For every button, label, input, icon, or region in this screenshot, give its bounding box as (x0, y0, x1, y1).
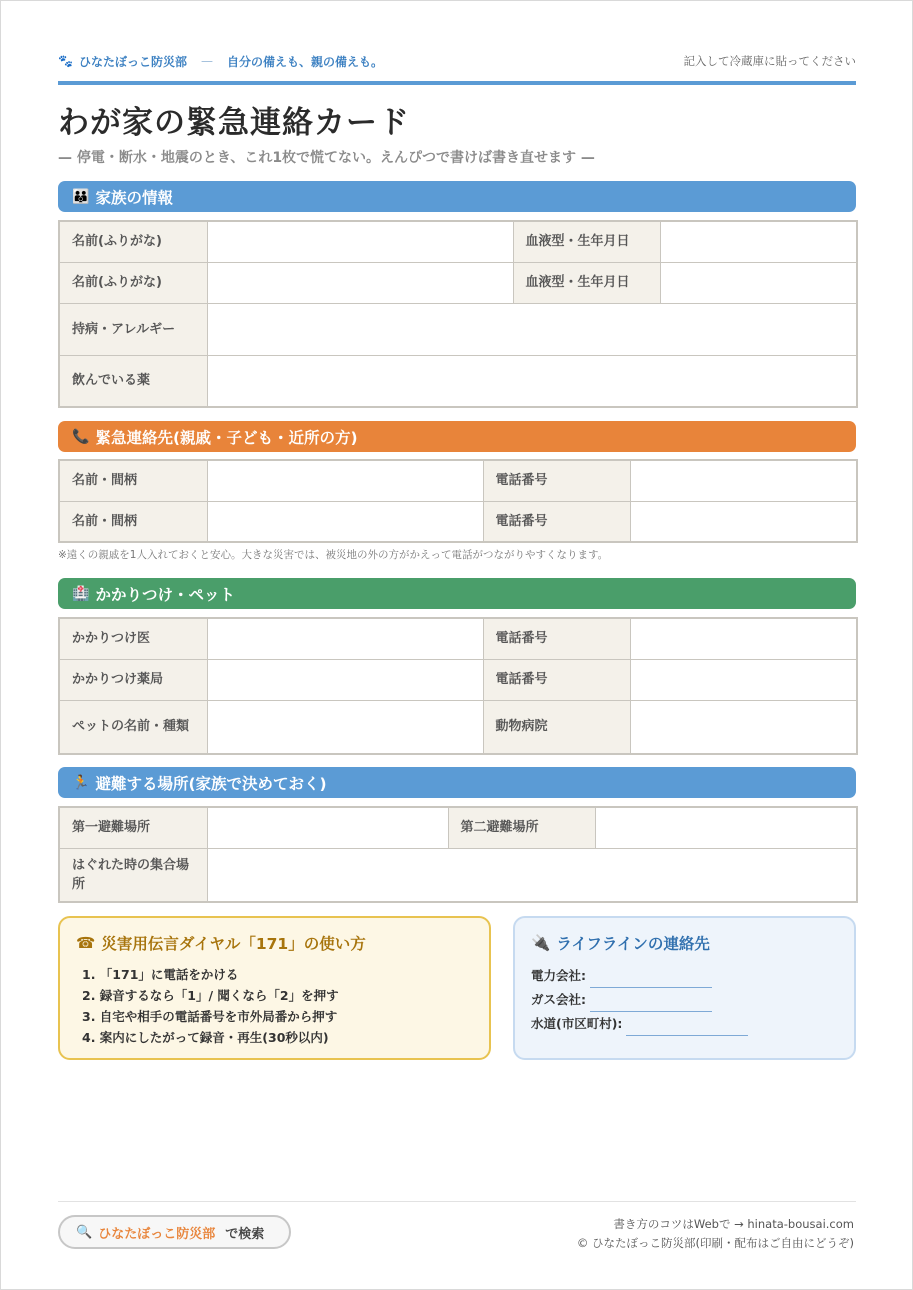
table-row (59, 700, 857, 754)
water-label: 水道(市区町村): (531, 1016, 623, 1031)
dial-171-heading-row (76, 932, 473, 954)
family-icon: 👪 (72, 188, 90, 205)
footer-info (577, 1215, 854, 1253)
telephone-icon: ☎ (76, 934, 96, 952)
field-label: 第二避難場所 (448, 807, 595, 848)
field-label: 電話番号 (483, 501, 630, 542)
evacuation-heading: 避難する場所(家族で決めておく) (95, 774, 327, 793)
emergency-footnote: ※遠くの親戚を1人入れておくと安心。大きな災害では、被災地の外の方がかえって電話がつながりやすくなります。 (58, 549, 609, 561)
field-label: はぐれた時の集合場所 (59, 848, 207, 902)
dial-171-box (58, 916, 491, 1060)
evacuation-table (58, 806, 858, 903)
family-section-header (58, 181, 856, 212)
dial-171-steps (76, 964, 473, 1048)
power-company-label: 電力会社: (531, 968, 586, 983)
top-bar (58, 51, 856, 71)
field-label: 名前・間柄 (59, 460, 207, 501)
doctor-field[interactable] (207, 618, 483, 659)
table-row (59, 460, 857, 501)
first-shelter-field[interactable] (207, 807, 448, 848)
table-row (59, 659, 857, 700)
paw-icon: 🐾 (58, 54, 73, 68)
field-label: 動物病院 (483, 700, 630, 754)
lifeline-heading: ライフラインの連絡先 (556, 935, 710, 953)
pharmacy-field[interactable] (207, 659, 483, 700)
field-label: 電話番号 (483, 618, 630, 659)
lifeline-heading-row (531, 932, 838, 954)
emergency-table (58, 459, 858, 543)
field-label: 血液型・生年月日 (513, 262, 660, 303)
gas-company-field[interactable] (590, 996, 712, 1012)
name-field-1[interactable] (207, 221, 513, 262)
medicine-field[interactable] (207, 355, 857, 407)
lifeline-box (513, 916, 856, 1060)
plug-icon: 🔌 (531, 934, 551, 952)
footer-rule (58, 1201, 856, 1202)
emergency-section-header (58, 421, 856, 452)
clinic-section (58, 578, 856, 755)
water-row (531, 1012, 838, 1036)
field-label: 血液型・生年月日 (513, 221, 660, 262)
water-field[interactable] (626, 1020, 748, 1036)
field-label: 持病・アレルギー (59, 303, 207, 355)
table-row (59, 262, 857, 303)
table-row (59, 303, 857, 355)
field-label: 飲んでいる薬 (59, 355, 207, 407)
page-title: わが家の緊急連絡カード (58, 105, 410, 141)
footer-tips: 書き方のコツはWebで → hinata-bousai.com (613, 1217, 854, 1231)
vet-field[interactable] (630, 700, 857, 754)
table-row (59, 355, 857, 407)
search-icon: 🔍 (76, 1224, 93, 1240)
gas-company-row (531, 988, 838, 1012)
field-label: かかりつけ医 (59, 618, 207, 659)
field-label: ペットの名前・種類 (59, 700, 207, 754)
usage-note: 記入して冷蔵庫に貼ってください (683, 54, 856, 68)
list-item: 2. 録音するなら「1」/ 聞くなら「2」を押す (82, 988, 339, 1003)
field-label: 電話番号 (483, 460, 630, 501)
list-item: 4. 案内にしたがって録音・再生(30秒以内) (82, 1030, 329, 1045)
emergency-section (58, 421, 856, 543)
field-label: 名前(ふりがな) (59, 262, 207, 303)
family-section (58, 181, 856, 408)
table-row (59, 221, 857, 262)
contact-phone-field-2[interactable] (630, 501, 857, 542)
field-label: 名前(ふりがな) (59, 221, 207, 262)
emergency-heading: 緊急連絡先(親戚・子ども・近所の方) (95, 428, 358, 447)
field-label: かかりつけ薬局 (59, 659, 207, 700)
running-person-icon: 🏃 (72, 774, 90, 791)
pharmacy-phone-field[interactable] (630, 659, 857, 700)
separator: — (200, 54, 213, 68)
search-pill[interactable] (58, 1215, 291, 1249)
chronic-allergy-field[interactable] (207, 303, 857, 355)
clinic-section-header (58, 578, 856, 609)
table-row (59, 501, 857, 542)
footer-copyright: © ひなたぼっこ防災部(印刷・配布はご自由にどうぞ) (576, 1236, 854, 1250)
name-field-2[interactable] (207, 262, 513, 303)
second-shelter-field[interactable] (595, 807, 857, 848)
list-item: 3. 自宅や相手の電話番号を市外局番から押す (82, 1009, 338, 1024)
evacuation-section (58, 767, 856, 903)
table-row (59, 848, 857, 902)
clinic-table (58, 617, 858, 755)
field-label: 電話番号 (483, 659, 630, 700)
power-company-row (531, 964, 838, 988)
header-rule (58, 81, 856, 85)
family-table (58, 220, 858, 408)
search-suffix: で検索 (225, 1226, 265, 1242)
gas-company-label: ガス会社: (531, 992, 586, 1007)
pet-field[interactable] (207, 700, 483, 754)
doctor-phone-field[interactable] (630, 618, 857, 659)
slogan: 自分の備えも、親の備えも。 (226, 54, 383, 69)
contact-name-field-1[interactable] (207, 460, 483, 501)
table-row (59, 807, 857, 848)
evacuation-section-header (58, 767, 856, 798)
field-label: 名前・間柄 (59, 501, 207, 542)
meeting-place-field[interactable] (207, 848, 857, 902)
dial-171-heading: 災害用伝言ダイヤル「171」の使い方 (101, 935, 366, 953)
field-label: 第一避難場所 (59, 807, 207, 848)
contact-phone-field-1[interactable] (630, 460, 857, 501)
hospital-icon: 🏥 (72, 585, 90, 602)
brand-name: ひなたぼっこ防災部 (78, 54, 187, 69)
list-item: 1. 「171」に電話をかける (82, 967, 239, 982)
power-company-field[interactable] (590, 972, 712, 988)
search-keyword: ひなたぼっこ防災部 (98, 1226, 216, 1242)
page-subtitle: — 停電・断水・地震のとき、これ1枚で慌てない。えんぴつで書けば書き直せます — (58, 150, 595, 166)
clinic-heading: かかりつけ・ペット (95, 585, 235, 604)
phone-icon: 📞 (72, 428, 90, 445)
family-heading: 家族の情報 (95, 188, 173, 207)
contact-name-field-2[interactable] (207, 501, 483, 542)
blood-birth-field-1[interactable] (660, 221, 857, 262)
blood-birth-field-2[interactable] (660, 262, 857, 303)
brand-line (58, 53, 383, 70)
table-row (59, 618, 857, 659)
